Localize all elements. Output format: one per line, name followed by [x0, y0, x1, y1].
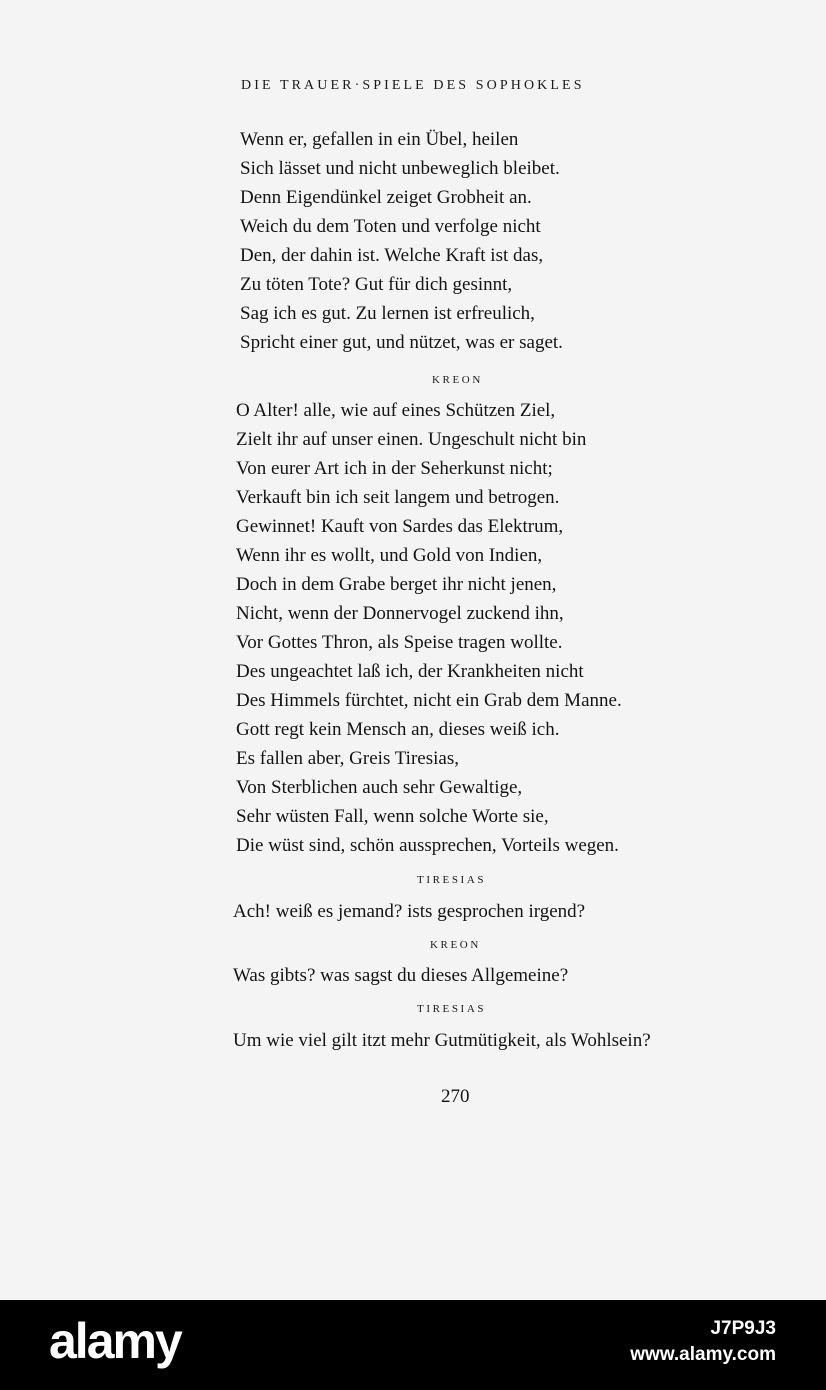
verse-line: Es fallen aber, Greis Tiresias, — [236, 748, 459, 769]
verse-block-4 — [233, 961, 568, 990]
verse-line: Vor Gottes Thron, als Speise tragen wollte. — [236, 632, 563, 653]
verse-block-5 — [233, 1026, 651, 1055]
page-number: 270 — [441, 1086, 470, 1107]
verse-line: Wenn er, gefallen in ein Übel, heilen — [240, 129, 519, 150]
alamy-logo: alamy — [49, 1313, 181, 1369]
verse-line: Von eurer Art ich in der Seherkunst nicht; — [236, 458, 553, 479]
watermark-url: www.alamy.com — [630, 1344, 776, 1365]
verse-line: Um wie viel gilt itzt mehr Gutmütigkeit, als Wohlsein? — [233, 1030, 651, 1051]
verse-line: Sag ich es gut. Zu lernen ist erfreulich, — [240, 303, 535, 324]
verse-line: Weich du dem Toten und verfolge nicht — [240, 216, 541, 237]
speaker-name: KREON — [432, 374, 483, 386]
verse-line: Spricht einer gut, und nützet, was er saget. — [240, 332, 563, 353]
verse-line: O Alter! alle, wie auf eines Schützen Ziel, — [236, 400, 556, 421]
verse-line: Verkauft bin ich seit langem und betrogen. — [236, 487, 560, 508]
speaker-name: TIRESIAS — [417, 1003, 487, 1015]
verse-line: Sehr wüsten Fall, wenn solche Worte sie, — [236, 806, 549, 827]
running-head: DIE TRAUER·SPIELE DES SOPHOKLES — [241, 78, 585, 93]
verse-block-1 — [240, 125, 563, 357]
verse-line: Gewinnet! Kauft von Sardes das Elektrum, — [236, 516, 564, 537]
verse-line: Des ungeachtet laß ich, der Krankheiten nicht — [236, 661, 584, 682]
verse-line: Doch in dem Grabe berget ihr nicht jenen, — [236, 574, 557, 595]
verse-line: Ach! weiß es jemand? ists gesprochen irgend? — [233, 901, 586, 922]
verse-line: Sich lässet und nicht unbeweglich bleibet. — [240, 158, 560, 179]
verse-block-3 — [233, 897, 585, 926]
verse-line: Was gibts? was sagst du dieses Allgemeine? — [233, 965, 569, 986]
verse-line: Des Himmels fürchtet, nicht ein Grab dem Manne. — [236, 690, 622, 711]
verse-line: Die wüst sind, schön aussprechen, Vorteils wegen. — [236, 835, 619, 856]
speaker-name: KREON — [430, 939, 481, 951]
image-id: J7P9J3 — [710, 1318, 776, 1339]
verse-line: Denn Eigendünkel zeiget Grobheit an. — [240, 187, 532, 208]
verse-line: Nicht, wenn der Donnervogel zuckend ihn, — [236, 603, 564, 624]
verse-line: Von Sterblichen auch sehr Gewaltige, — [236, 777, 523, 798]
verse-line: Zu töten Tote? Gut für dich gesinnt, — [240, 274, 513, 295]
verse-block-2 — [236, 396, 622, 860]
verse-line: Den, der dahin ist. Welche Kraft ist das, — [240, 245, 544, 266]
verse-line: Wenn ihr es wollt, und Gold von Indien, — [236, 545, 543, 566]
verse-line: Gott regt kein Mensch an, dieses weiß ich. — [236, 719, 560, 740]
speaker-name: TIRESIAS — [417, 874, 487, 886]
verse-line: Zielt ihr auf unser einen. Ungeschult nicht bin — [236, 429, 587, 450]
